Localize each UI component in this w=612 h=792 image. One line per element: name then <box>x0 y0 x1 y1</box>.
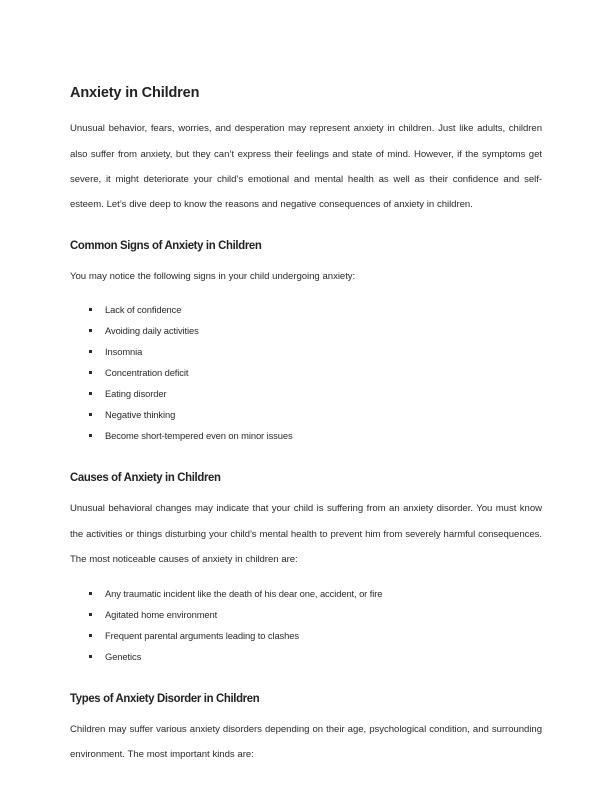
bullet-icon <box>89 434 92 437</box>
section-intro-common-signs: You may notice the following signs in your child undergoing anxiety: <box>70 270 356 282</box>
bullet-icon <box>89 634 92 637</box>
bullet-icon <box>89 613 92 616</box>
list-item <box>70 646 542 667</box>
document-content <box>70 84 542 767</box>
bullet-list-common-signs <box>70 299 542 446</box>
bullet-icon <box>89 371 92 374</box>
list-item-label: Become short-tempered even on minor issues <box>105 430 293 442</box>
list-item-label: Frequent parental arguments leading to clashes <box>105 629 299 641</box>
section-heading-causes: Causes of Anxiety in Children <box>70 471 221 485</box>
list-item-label: Negative thinking <box>105 409 176 421</box>
list-item-label: Genetics <box>105 650 142 662</box>
spacer <box>70 289 542 299</box>
list-item <box>70 362 542 383</box>
list-item <box>70 625 542 646</box>
list-item-label: Eating disorder <box>105 388 167 400</box>
intro-paragraph: Unusual behavior, fears, worries, and desperation may represent anxiety in children. Just like adults, children also suffer from anxiety, but they can’t express their feelings and state of mind. However, if the symptoms get severe, it might deteriorate your child’s emotional and mental health as well as their confidence and self-esteem. Let’s dive deep to know the reasons and negative consequences of anxiety in children. <box>70 123 542 211</box>
list-item <box>70 320 542 341</box>
section-intro-causes: Unusual behavioral changes may indicate that your child is suffering from an anxiety disorder. You must know the activities or things disturbing your child’s mental health to prevent him from severely harmful consequences. The most noticeable causes of anxiety in children are: <box>70 503 542 566</box>
list-item <box>70 425 542 446</box>
list-item <box>70 299 542 320</box>
bullet-icon <box>89 329 92 332</box>
spacer <box>70 667 542 691</box>
section-heading-common-signs: Common Signs of Anxiety in Children <box>70 238 262 252</box>
bullet-icon <box>89 308 92 311</box>
section-intro-types: Children may suffer various anxiety disorders depending on their age, psychological condition, and surrounding environment. The most important kinds are: <box>70 723 542 760</box>
list-item-label: Concentration deficit <box>105 367 189 379</box>
list-item <box>70 404 542 425</box>
spacer <box>70 573 542 583</box>
section-heading-types: Types of Anxiety Disorder in Children <box>70 691 260 705</box>
list-item-label: Avoiding daily activities <box>105 325 199 337</box>
list-item-label: Agitated home environment <box>105 608 218 620</box>
bullet-icon <box>89 413 92 416</box>
list-item-label: Any traumatic incident like the death of his dear one, accident, or fire <box>105 587 383 599</box>
list-item <box>70 341 542 362</box>
bullet-list-causes <box>70 583 542 667</box>
list-item-label: Lack of confidence <box>105 304 182 316</box>
list-item <box>70 583 542 604</box>
bullet-icon <box>89 392 92 395</box>
bullet-icon <box>89 655 92 658</box>
page-title: Anxiety in Children <box>70 85 200 101</box>
list-item <box>70 604 542 625</box>
bullet-icon <box>89 592 92 595</box>
bullet-icon <box>89 350 92 353</box>
list-item-label: Insomnia <box>105 346 143 358</box>
list-item <box>70 383 542 404</box>
spacer <box>70 446 542 470</box>
